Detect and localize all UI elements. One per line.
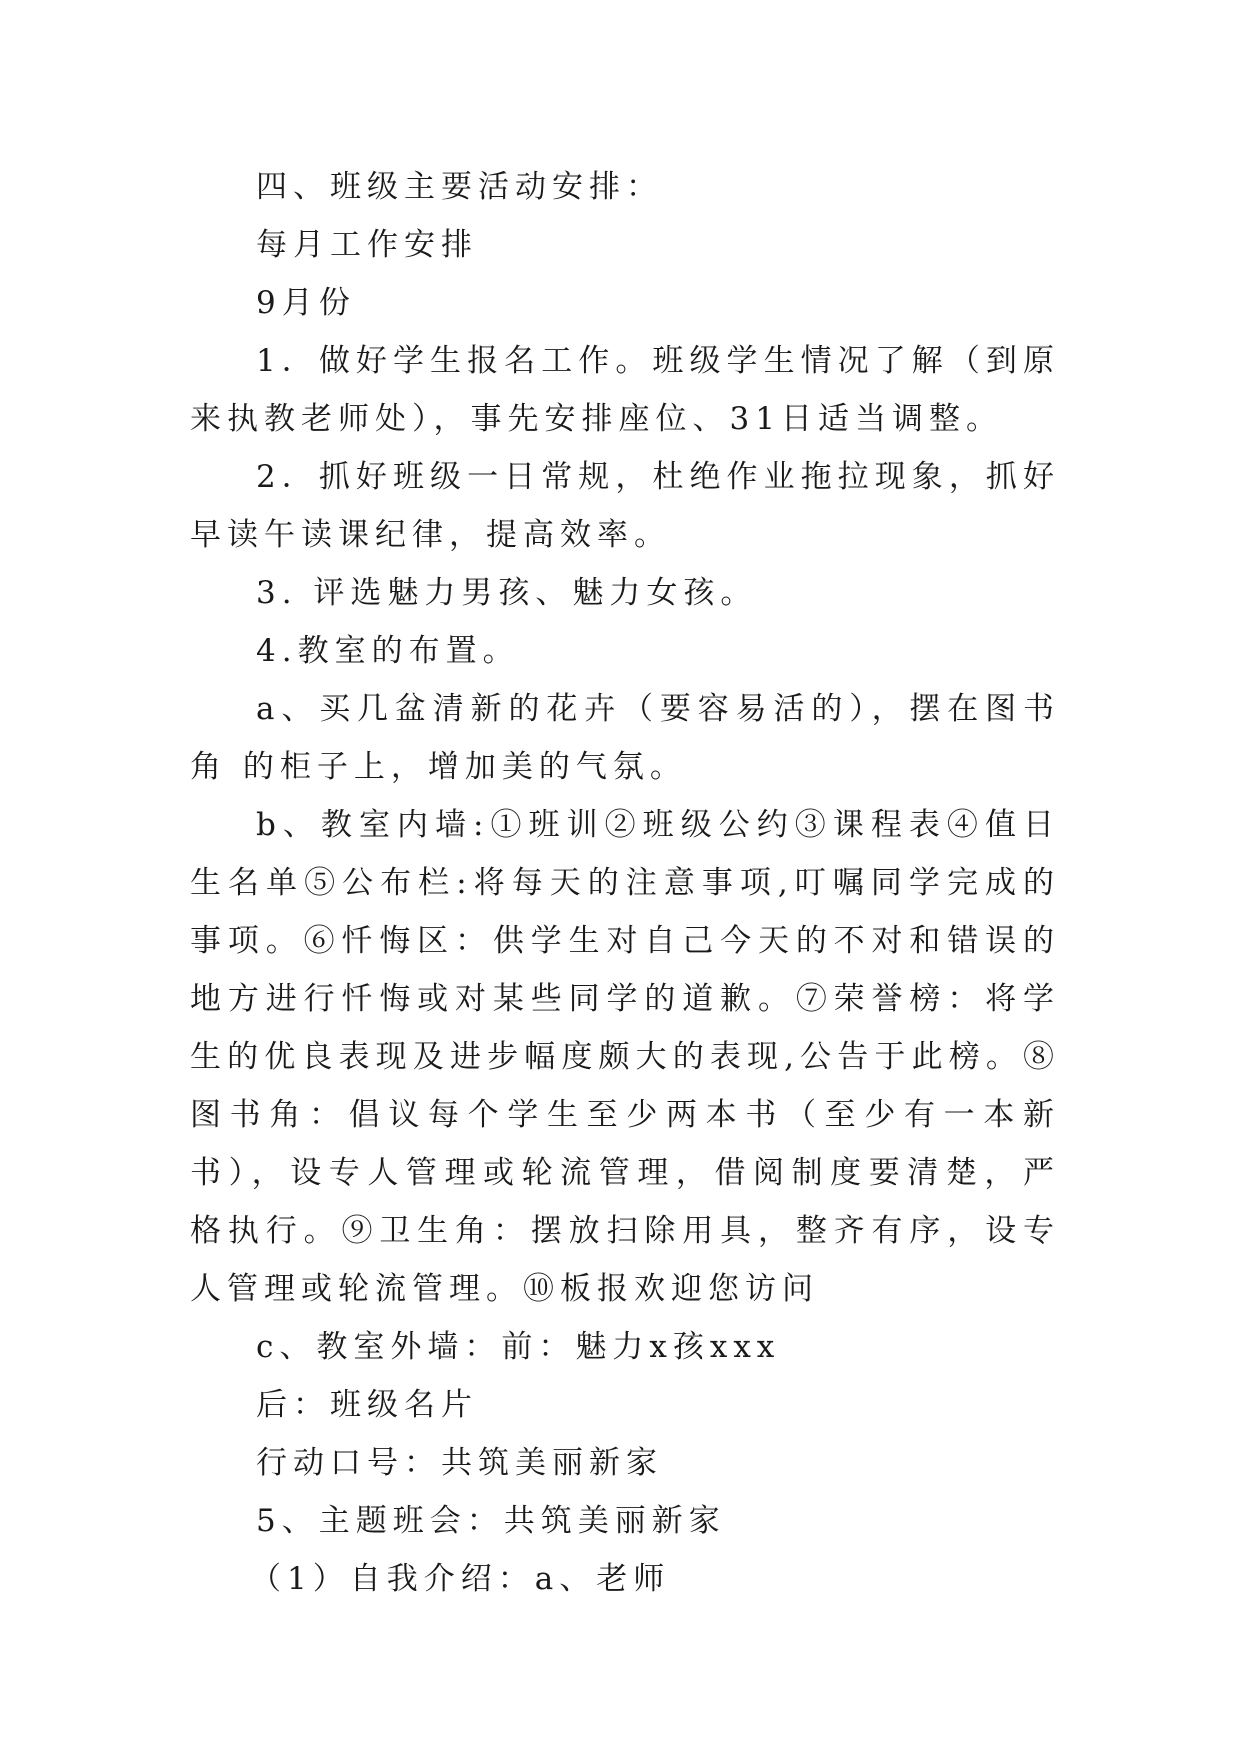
month-label: 9月份 (256, 285, 356, 321)
paragraph-slogan: 行动口号：共筑美丽新家 (256, 1445, 663, 1481)
document-body (190, 158, 1060, 1608)
paragraph-back-wall: 后：班级名片 (256, 1387, 478, 1423)
paragraph-item-4c: c、教室外墙：前：魅力x孩xxx (256, 1329, 781, 1365)
paragraph-item-5-1: （1）自我介绍：a、老师 (250, 1561, 671, 1597)
section-heading: 四、班级主要活动安排： (256, 169, 663, 205)
paragraph-item-4b: b、教室内墙:①班训②班级公约③课程表④值日生名单⑤公布栏:将每天的注意事项,叮嘱同学完成的事项。⑥忏悔区：供学生对自己今天的不对和错误的地方进行忏悔或对某些同学的道歉。⑦荣誉榜：将学生的优良表现及进步幅度颇大的表现,公告于此榜。⑧图书角：倡议每个学生至少两本书（至少有一本新书），设专人管理或轮流管理，借阅制度要清楚，严格执行。⑨卫生角：摆放扫除用具，整齐有序，设专人管理或轮流管理。⑩板报欢迎您访问 (190, 807, 1060, 1307)
paragraph-item-4: 4.教室的布置。 (256, 633, 520, 669)
paragraph-item-5: 5、主题班会：共筑美丽新家 (256, 1503, 726, 1539)
paragraph-item-2: 2．抓好班级一日常规，杜绝作业拖拉现象，抓好早读午读课纪律，提高效率。 (190, 459, 1060, 553)
paragraph-item-4a: a、买几盆清新的花卉（要容易活的），摆在图书角 的柜子上，增加美的气氛。 (190, 691, 1060, 785)
subheading-monthly-plan: 每月工作安排 (256, 227, 478, 263)
paragraph-item-1: 1．做好学生报名工作。班级学生情况了解（到原来执教老师处），事先安排座位、31日适当调整。 (190, 343, 1060, 437)
paragraph-item-3: 3. 评选魅力男孩、魅力女孩。 (256, 575, 758, 611)
